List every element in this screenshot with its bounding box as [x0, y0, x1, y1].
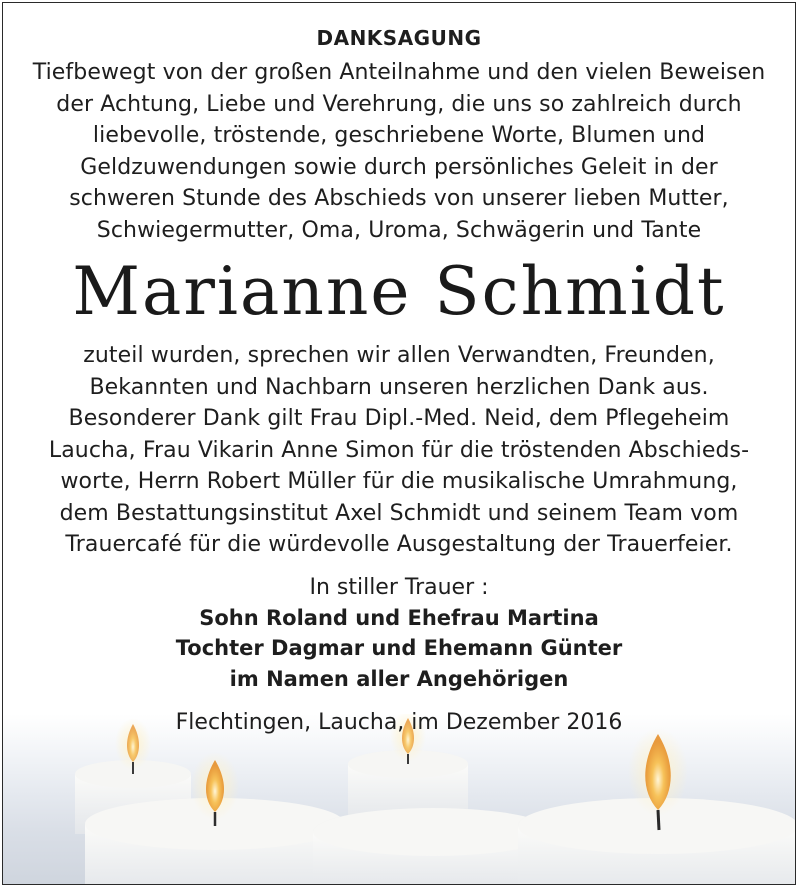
obituary-notice [2, 2, 796, 885]
mourner-entry: im Namen aller Angehörigen [229, 666, 569, 691]
candle-front-center [313, 808, 553, 884]
intro-line: Geldzuwendungen sowie durch persönliches Geleit in der [80, 154, 718, 180]
mourners-list [3, 603, 795, 695]
mourning-intro: In stiller Trauer : [309, 574, 489, 600]
intro-line: Schwiegermutter, Oma, Uroma, Schwägerin und Tante [96, 217, 702, 243]
deceased-name: Marianne Schmidt [72, 253, 726, 330]
thanks-line: Trauercafé für die würdevolle Ausgestaltung der Trauerfeier. [65, 532, 733, 557]
thanks-line: dem Bestattungsinstitut Axel Schmidt und seinem Team vom [59, 500, 739, 526]
candle-front-right [518, 728, 796, 884]
thanks-line: zuteil wurden, sprechen wir allen Verwandten, Freunden, [83, 343, 715, 368]
intro-paragraph [3, 57, 795, 246]
intro-line: Tiefbewegt von der großen Anteilnahme und den vielen Beweisen [32, 60, 766, 85]
mourner-entry: Tochter Dagmar und Ehemann Günter [175, 636, 623, 660]
candles-image [3, 714, 795, 884]
notice-heading: DANKSAGUNG [316, 26, 482, 50]
notice-text [3, 3, 795, 738]
place-date: Flechtingen, Laucha, im Dezember 2016 [175, 710, 623, 735]
candles-photo-icon [3, 714, 796, 884]
thanks-paragraph [3, 340, 795, 561]
thanks-line: Besonderer Dank gilt Frau Dipl.-Med. Neid, dem Pflegeheim [68, 406, 730, 431]
thanks-line: Bekannten und Nachbarn unseren herzlichen Dank aus. [89, 374, 709, 400]
intro-line: schweren Stunde des Abschieds von unserer lieben Mutter, [69, 186, 729, 211]
intro-line: der Achtung, Liebe und Verehrung, die uns so zahlreich durch [56, 91, 742, 117]
thanks-line: worte, Herrn Robert Müller für die musikalische Umrahmung, [60, 469, 738, 494]
intro-line: liebevolle, tröstende, geschriebene Worte, Blumen und [92, 123, 706, 148]
mourner-entry: Sohn Roland und Ehefrau Martina [199, 605, 599, 630]
thanks-line: Laucha, Frau Vikarin Anne Simon für die tröstenden Abschieds- [48, 437, 750, 463]
